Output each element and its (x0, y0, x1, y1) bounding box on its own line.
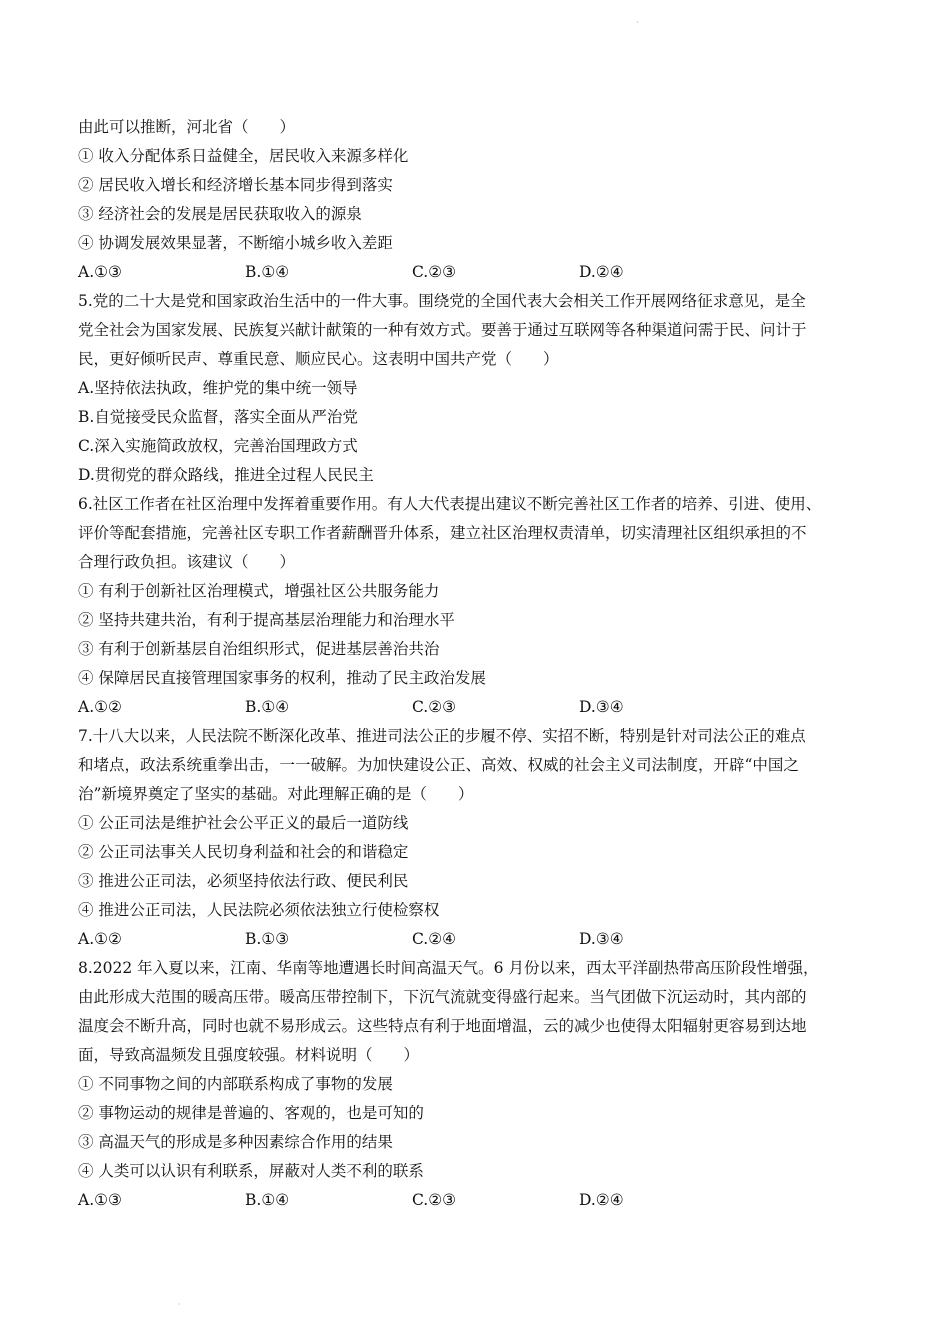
answer-options (78, 258, 884, 287)
option-d: D.②④ (579, 263, 624, 281)
option-a: A.①③ (78, 263, 122, 281)
statement-item: ① 收入分配体系日益健全，居民收入来源多样化 (78, 147, 409, 165)
question-text-line: 6.社区工作者在社区治理中发挥着重要作用。有人大代表提出建议不断完善社区工作者的培养、引进、使用、 (78, 495, 822, 513)
statement-item: ④ 保障居民直接管理国家事务的权利，推动了民主政治发展 (78, 669, 486, 687)
question-6 (78, 490, 884, 722)
option-c: C.②③ (412, 263, 457, 281)
option-d: D.②④ (579, 1191, 624, 1209)
choice-d: D.贯彻党的群众路线，推进全过程人民民主 (78, 466, 374, 484)
question-text-line: 党全社会为国家发展、民族复兴献计献策的一种有效方式。要善于通过互联网等各种渠道问需于民、问计于 (78, 321, 807, 339)
question-text-line: 8.2022 年入夏以来，江南、华南等地遭遇长时间高温天气。6 月份以来，西太平洋副热带高压阶段性增强， (78, 959, 819, 977)
statement-item: ① 公正司法是维护社会公平正义的最后一道防线 (78, 814, 409, 832)
option-c: C.②③ (412, 698, 457, 716)
statement-item: ③ 高温天气的形成是多种因素综合作用的结果 (78, 1133, 393, 1151)
statement-item: ③ 有利于创新基层自治组织形式，促进基层善治共治 (78, 640, 440, 658)
statement-item: ② 居民收入增长和经济增长基本同步得到落实 (78, 176, 393, 194)
statement-item: ② 坚持共建共治，有利于提高基层治理能力和治理水平 (78, 611, 455, 629)
statement-item: ① 不同事物之间的内部联系构成了事物的发展 (78, 1075, 393, 1093)
option-d: D.③④ (579, 698, 624, 716)
question-text-line: 合理行政负担。该建议（ ） (78, 553, 296, 571)
exam-page (78, 113, 884, 1215)
question-8 (78, 954, 884, 1215)
question-5 (78, 287, 884, 490)
question-4-tail (78, 113, 884, 287)
option-a: A.①② (78, 698, 122, 716)
option-b: B.①③ (245, 930, 290, 948)
question-text-line: 面，导致高温频发且强度较强。材料说明（ ） (78, 1046, 420, 1064)
footer-mark: · (178, 1300, 181, 1309)
question-stem: 由此可以推断，河北省（ ） (78, 118, 296, 136)
question-text-line: 评价等配套措施，完善社区专职工作者薪酬晋升体系，建立社区治理权责清单，切实清理社区组织承担的不 (78, 524, 807, 542)
option-c: C.②④ (412, 930, 457, 948)
statement-item: ② 事物运动的规律是普遍的、客观的，也是可知的 (78, 1104, 424, 1122)
answer-options (78, 693, 884, 722)
header-mark: · (636, 18, 639, 27)
choice-a: A.坚持依法执政，维护党的集中统一领导 (78, 379, 358, 397)
question-text-line: 和堵点，政法系统重拳出击，一一破解。为加快建设公正、高效、权威的社会主义司法制度，开辟“中国之 (78, 756, 799, 774)
statement-item: ④ 人类可以认识有利联系，屏蔽对人类不利的联系 (78, 1162, 424, 1180)
question-text-line: 7.十八大以来，人民法院不断深化改革、推进司法公正的步履不停、实招不断，特别是针对司法公正的难点 (78, 727, 806, 745)
statement-item: ③ 推进公正司法，必须坚持依法行政、便民利民 (78, 872, 409, 890)
option-b: B.①④ (245, 698, 290, 716)
statement-item: ③ 经济社会的发展是居民获取收入的源泉 (78, 205, 362, 223)
question-text-line: 由此形成大范围的暖高压带。暖高压带控制下，下沉气流就变得盛行起来。当气团做下沉运动时，其内部的 (78, 988, 807, 1006)
choice-c: C.深入实施简政放权，完善治国理政方式 (78, 437, 358, 455)
answer-options (78, 925, 884, 954)
statement-item: ④ 推进公正司法，人民法院必须依法独立行使检察权 (78, 901, 440, 919)
option-b: B.①④ (245, 1191, 290, 1209)
statement-item: ② 公正司法事关人民切身利益和社会的和谐稳定 (78, 843, 409, 861)
question-text-line: 5.党的二十大是党和国家政治生活中的一件大事。围绕党的全国代表大会相关工作开展网络征求意见，是全 (78, 292, 806, 310)
choice-b: B.自觉接受民众监督，落实全面从严治党 (78, 408, 358, 426)
option-c: C.②③ (412, 1191, 457, 1209)
option-a: A.①③ (78, 1191, 122, 1209)
option-b: B.①④ (245, 263, 290, 281)
question-7 (78, 722, 884, 954)
question-text-line: 民，更好倾听民声、尊重民意、顺应民心。这表明中国共产党（ ） (78, 350, 559, 368)
statement-item: ① 有利于创新社区治理模式，增强社区公共服务能力 (78, 582, 440, 600)
option-d: D.③④ (579, 930, 624, 948)
statement-item: ④ 协调发展效果显著，不断缩小城乡收入差距 (78, 234, 393, 252)
option-a: A.①② (78, 930, 122, 948)
question-text-line: 治”新境界奠定了坚实的基础。对此理解正确的是（ ） (78, 785, 474, 803)
answer-options (78, 1186, 884, 1215)
question-text-line: 温度会不断升高，同时也就不易形成云。这些特点有利于地面增温，云的减少也使得太阳辐射更容易到达地 (78, 1017, 807, 1035)
